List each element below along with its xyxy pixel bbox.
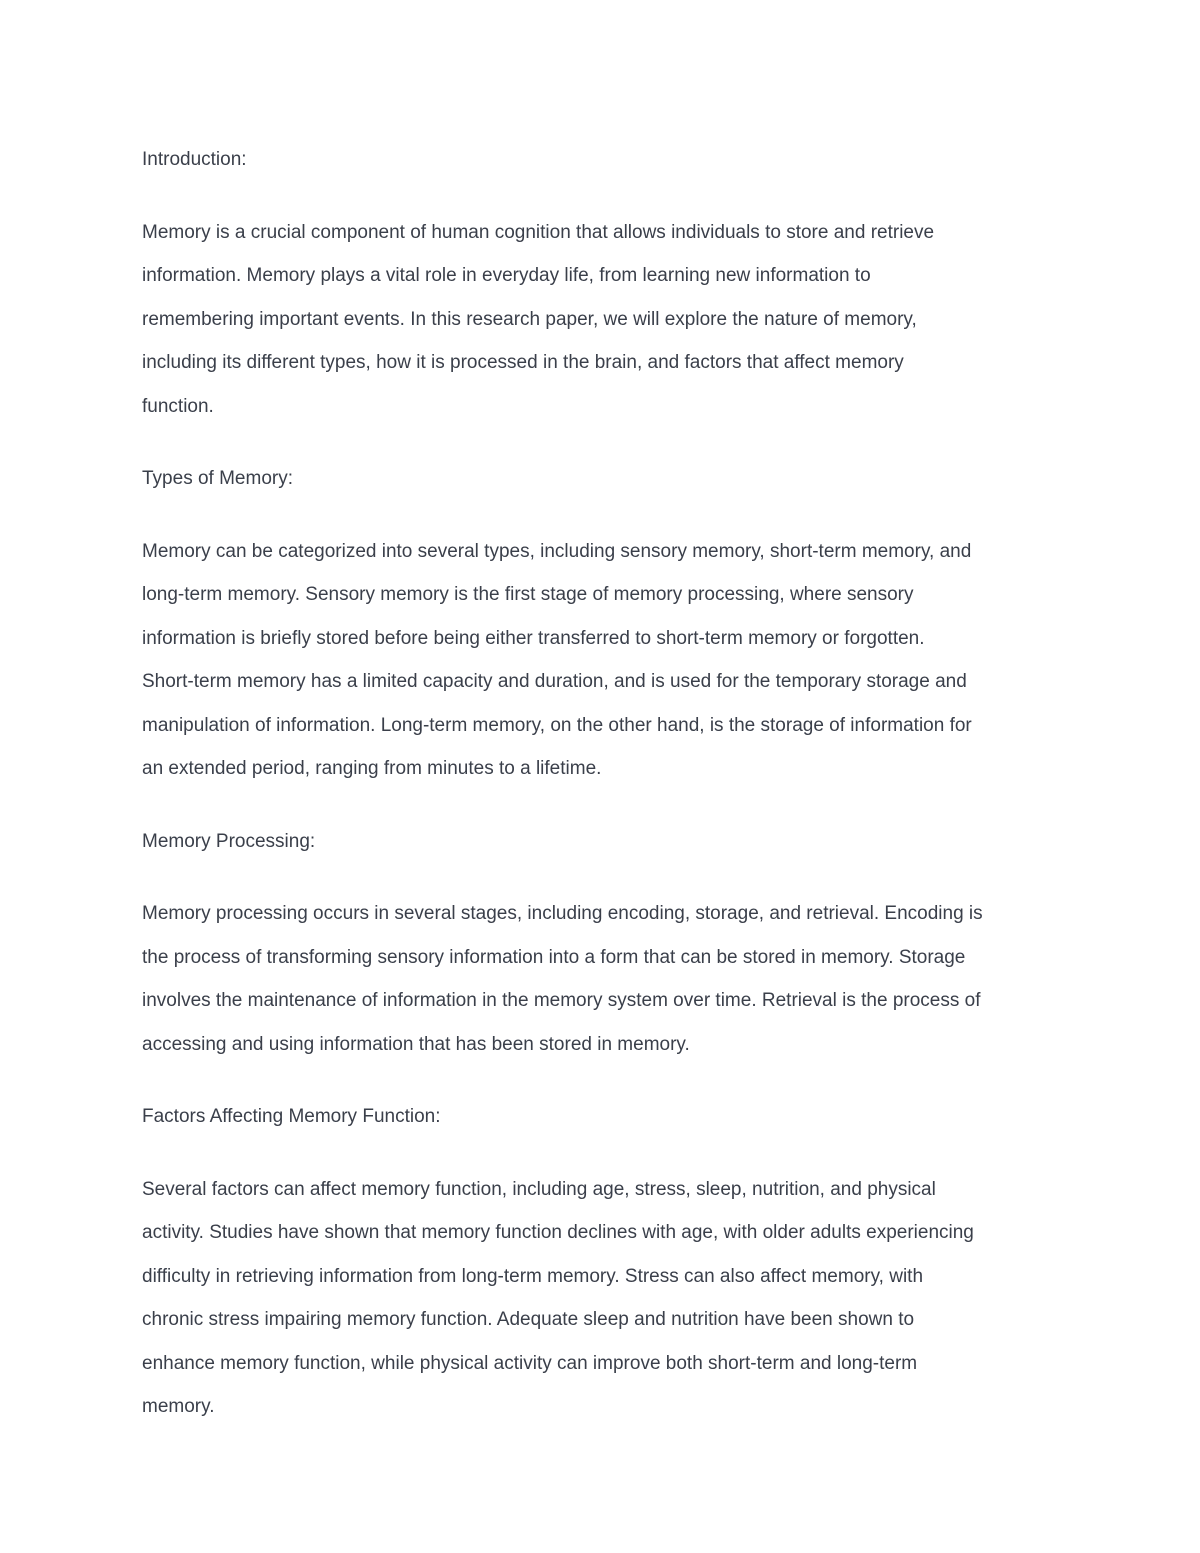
- paragraph-memory-processing: [142, 892, 1072, 1066]
- paragraph-introduction: [142, 211, 1072, 429]
- text-line: enhance memory function, while physical activity can improve both short-term and long-term: [142, 1352, 918, 1374]
- text-line: memory.: [142, 1396, 215, 1417]
- text-line: information is briefly stored before being either transferred to short-term memory or forgotten.: [142, 627, 925, 649]
- text-line: information. Memory plays a vital role in everyday life, from learning new information to: [142, 265, 871, 286]
- text-line: activity. Studies have shown that memory function declines with age, with older adults experiencing: [142, 1222, 974, 1243]
- text-line: function.: [142, 395, 214, 417]
- text-line: involves the maintenance of information in the memory system over time. Retrieval is the process of: [142, 990, 981, 1011]
- section-heading-introduction: Introduction:: [142, 149, 247, 170]
- text-line: including its different types, how it is processed in the brain, and factors that affect memory: [142, 352, 904, 373]
- paragraph-types-of-memory: [142, 530, 1072, 791]
- text-line: chronic stress impairing memory function. Adequate sleep and nutrition have been shown to: [142, 1309, 915, 1330]
- section-heading-factors-affecting-memory: Factors Affecting Memory Function:: [142, 1106, 441, 1127]
- text-line: remembering important events. In this research paper, we will explore the nature of memory,: [142, 308, 917, 330]
- paragraph-factors-affecting-memory: [142, 1168, 1072, 1429]
- document-page: [142, 138, 1072, 1458]
- text-line: long-term memory. Sensory memory is the first stage of memory processing, where sensory: [142, 584, 914, 605]
- text-line: an extended period, ranging from minutes to a lifetime.: [142, 758, 602, 779]
- text-line: the process of transforming sensory information into a form that can be stored in memory. Storage: [142, 946, 966, 968]
- text-line: Memory is a crucial component of human cognition that allows individuals to store and retrieve: [142, 221, 935, 243]
- text-line: accessing and using information that has been stored in memory.: [142, 1033, 690, 1055]
- text-line: Memory can be categorized into several types, including sensory memory, short-term memory, and: [142, 540, 972, 562]
- text-line: Memory processing occurs in several stages, including encoding, storage, and retrieval. Encoding is: [142, 903, 983, 924]
- section-heading-memory-processing: Memory Processing:: [142, 830, 316, 852]
- text-line: Several factors can affect memory function, including age, stress, sleep, nutrition, and physical: [142, 1178, 936, 1200]
- text-line: Short-term memory has a limited capacity and duration, and is used for the temporary storage and: [142, 671, 967, 692]
- text-line: manipulation of information. Long-term memory, on the other hand, is the storage of information for: [142, 714, 972, 736]
- section-heading-types-of-memory: Types of Memory:: [142, 468, 293, 489]
- text-line: difficulty in retrieving information from long-term memory. Stress can also affect memory, with: [142, 1265, 924, 1287]
